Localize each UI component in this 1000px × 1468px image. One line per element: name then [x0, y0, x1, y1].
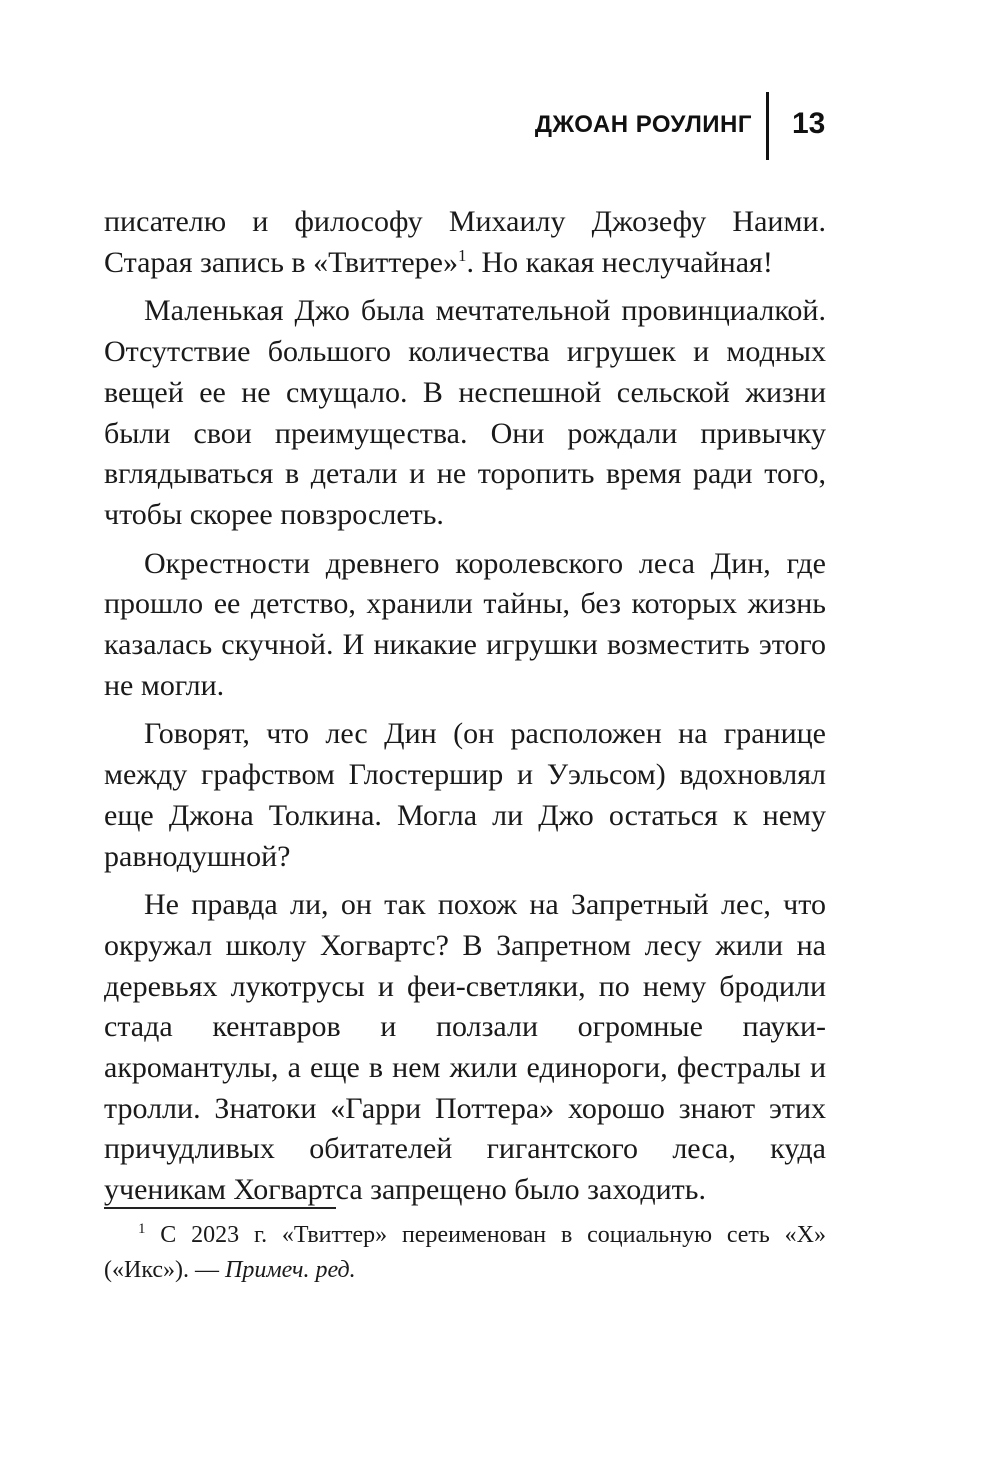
- footnote: [104, 1218, 826, 1288]
- running-head: [0, 92, 1000, 162]
- running-head-divider: [766, 92, 769, 160]
- paragraph-4: Говорят, что лес Дин (он расположен на границе между графством Глостершир и Уэльсом) вдохновлял еще Джона Толкина. Могла ли Джо остаться к нему равнодушной?: [104, 717, 826, 873]
- footnote-editor-note: Примеч. ред.: [225, 1257, 356, 1283]
- paragraph-1-end: . Но какая неслучайная!: [466, 245, 773, 279]
- paragraph-3: Окрестности древнего королевского леса Дин, где прошло ее детство, хранили тайны, без которых жизнь казалась скучной. И никакие игрушки возместить этого не могли.: [104, 546, 826, 702]
- paragraph-5: Не правда ли, он так похож на Запретный лес, что окружал школу Хогвартс? В Запретном лесу жили на деревьях лукотрусы и феи-светляки, по нему бродили стада кентавров и ползали огромные пауки-акромантулы, а еще в нем жили единороги, фестралы и тролли. Знатоки «Гарри Поттера» хорошо знают этих причудливых обитателей гигантского леса, куда ученикам Хогвартса запрещено было заходить.: [104, 888, 826, 1207]
- body-text: [104, 202, 826, 1211]
- paragraph-1: [104, 202, 826, 283]
- footnote-text: С 2023 г. «Твиттер» переименован в социальную сеть «X» («Икс»). —: [104, 1222, 826, 1283]
- footnote-separator: [104, 1207, 336, 1209]
- paragraph-1-start: писателю и философу Михаилу Джозефу Наими. Старая запись в «Твиттере»: [104, 205, 826, 279]
- paragraph-2: Маленькая Джо была мечтательной провинциалкой. Отсутствие большого количества игрушек и модных вещей ее не смущало. В неспешной сельской жизни были свои преимущества. Они рождали привычку вглядываться в детали и не торопить время ради того, чтобы скорее повзрослеть.: [104, 294, 826, 531]
- page-number: 13: [792, 107, 826, 140]
- running-head-author: ДЖОАН РОУЛИНГ: [534, 111, 752, 138]
- footnote-marker: 1: [138, 1221, 146, 1237]
- footnote-body: [104, 1218, 826, 1288]
- footnote-reference: 1: [457, 245, 467, 265]
